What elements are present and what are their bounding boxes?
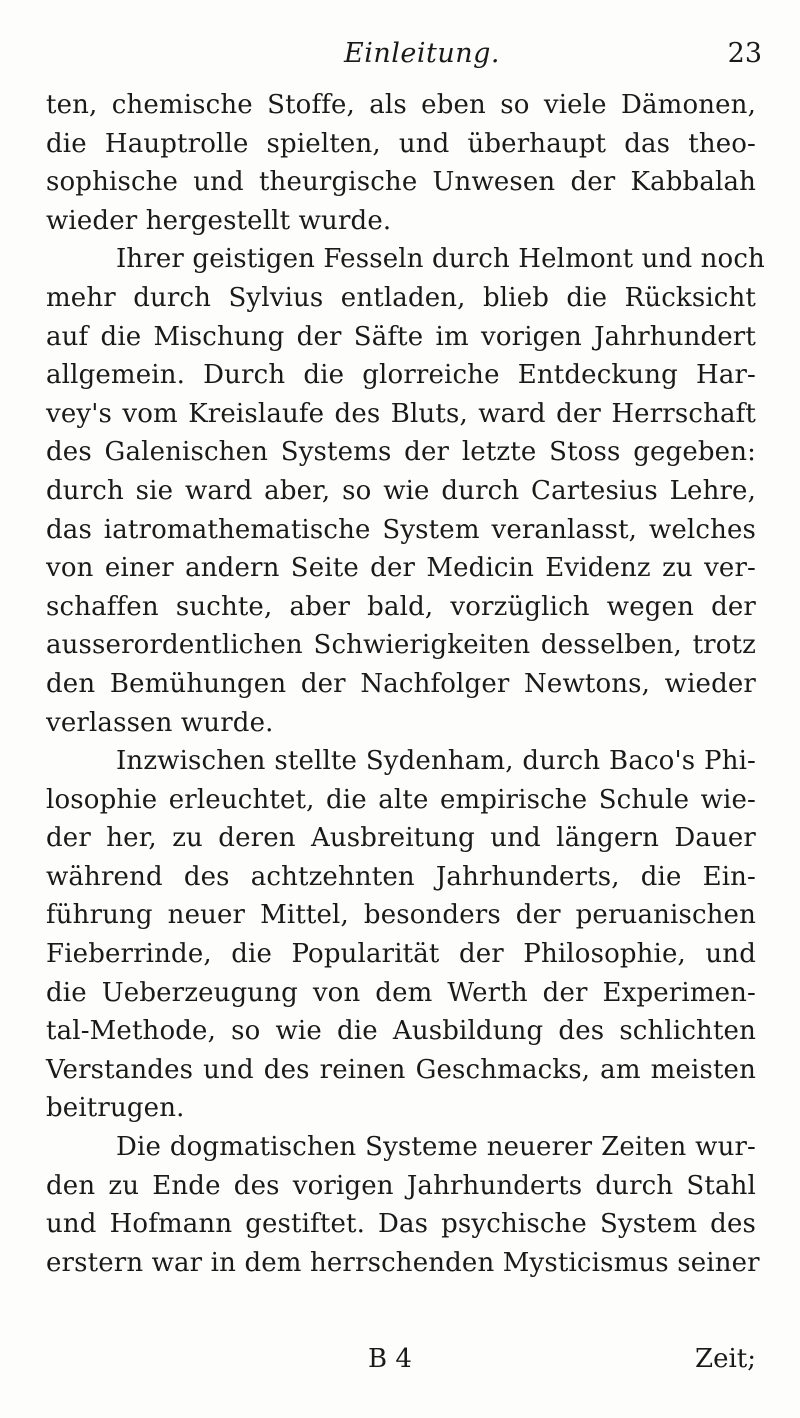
page-header — [44, 38, 766, 82]
text-line: allgemein. Durch die glorreiche Entdeckung Har- — [46, 360, 756, 391]
text-line: vey's vom Kreislaufe des Bluts, ward der Herrschaft — [46, 398, 756, 429]
text-line: durch sie ward aber, so wie durch Cartesius Lehre, — [46, 475, 756, 506]
body-text — [46, 86, 765, 1282]
text-line: ausserordentlichen Schwierigkeiten desselben, trotz — [46, 630, 756, 661]
text-line: sophische und theurgische Unwesen der Kabbalah — [46, 167, 756, 198]
text-line: tal-Methode, so wie die Ausbildung des schlichten — [46, 1016, 756, 1047]
text-line: erstern war in dem herrschenden Mysticismus seiner — [46, 1247, 760, 1278]
text-line: die Ueberzeugung von dem Werth der Experimen- — [46, 977, 756, 1008]
text-line: während des achtzehnten Jahrhunderts, die Ein- — [46, 861, 756, 892]
text-line: des Galenischen Systems der letzte Stoss gegeben: — [46, 437, 756, 468]
text-line: verlassen wurde. — [46, 707, 274, 738]
running-head: Einleitung. — [344, 38, 500, 69]
text-line: Fieberrinde, die Popularität der Philosophie, und — [46, 939, 756, 970]
text-line: den zu Ende des vorigen Jahrhunderts durch Stahl — [46, 1170, 756, 1201]
text-line: Verstandes und des reinen Geschmacks, am meisten — [46, 1054, 756, 1085]
text-line: führung neuer Mittel, besonders der peruanischen — [46, 900, 756, 931]
catchword: Zeit; — [695, 1344, 756, 1374]
text-line: Inzwischen stellte Sydenham, durch Baco's Phi- — [116, 746, 756, 777]
text-line: auf die Mischung der Säfte im vorigen Jahrhundert — [46, 321, 756, 352]
text-line: ten, chemische Stoffe, als eben so viele Dämonen, — [46, 90, 756, 120]
signature-mark: B 4 — [368, 1344, 412, 1374]
text-line: Die dogmatischen Systeme neuerer Zeiten wur- — [116, 1132, 756, 1163]
text-line: die Hauptrolle spielten, und überhaupt das theo- — [46, 128, 756, 159]
text-line: losophie erleuchtet, die alte empirische Schule wie- — [46, 784, 756, 815]
text-line: den Bemühungen der Nachfolger Newtons, wieder — [46, 668, 756, 699]
text-line: und Hofmann gestiftet. Das psychische System des — [46, 1209, 756, 1240]
text-line: wieder hergestellt wurde. — [46, 205, 392, 236]
text-line: der her, zu deren Ausbreitung und längern Dauer — [46, 823, 756, 854]
text-line: von einer andern Seite der Medicin Evidenz zu ver- — [46, 553, 756, 584]
page-number: 23 — [727, 38, 762, 69]
text-line: das iatromathematische System veranlasst, welches — [46, 514, 756, 545]
page-footer — [46, 1344, 756, 1384]
text-line: beitrugen. — [46, 1093, 185, 1124]
text-line: schaffen suchte, aber bald, vorzüglich wegen der — [46, 591, 756, 622]
text-line: Ihrer geistigen Fesseln durch Helmont und noch — [116, 244, 765, 275]
text-line: mehr durch Sylvius entladen, blieb die Rücksicht — [46, 282, 756, 313]
